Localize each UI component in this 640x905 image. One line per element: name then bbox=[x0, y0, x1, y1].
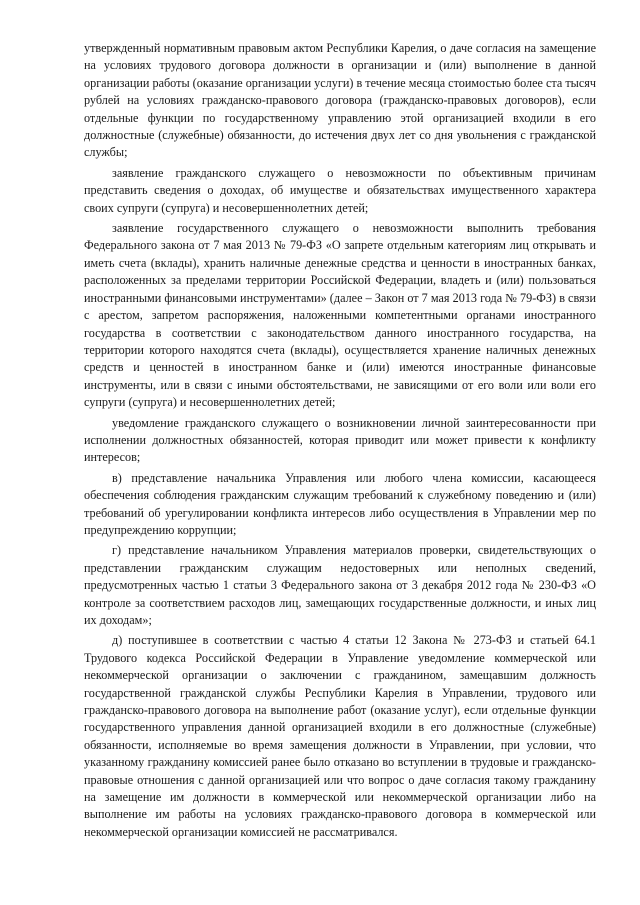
paragraph-item-d: д) поступившее в соответствии с частью 4 статьи 12 Закона № 273-ФЗ и статьей 64.1 Трудового кодекса Российской Федерации в Управление уведомление коммерческой или некоммерческой организации о заключении с гражданином, замещавшим должность государственной гражданской службы Республики Карелия в Управлении, трудового или гражданско-правового договора на выполнение работ (оказание услуг), если отдельные функции государственного управления данной организацией входили в его должностные (служебные) обязанности, исполняемые во время замещения должности в Управлении, при условии, что указанному гражданину комиссией ранее было отказано во вступлении в трудовые и гражданско-правовые отношения с данной организацией или что вопрос о даче согласия такому гражданину на замещение им должности в коммерческой или некоммерческой организации либо на выполнение им работы на условиях гражданско-правового договора в коммерческой или некоммерческой организации комиссией не рассматривался. bbox=[84, 633, 596, 839]
paragraph-continuation: утвержденный нормативным правовым актом Республики Карелия, о даче согласия на замещение на условиях трудового договора должности в организации и (или) выполнение в данной организации работы (оказание организации услуги) в течение месяца стоимостью более ста тысяч рублей на условиях гражданско-правового договора (гражданско-правовых договоров), если отдельные функции по государственному управлению этой организацией входили в его должностные (служебные) обязанности, до истечения двух лет со дня увольнения с гражданской службы; bbox=[84, 41, 596, 160]
paragraph-foreign-accounts: заявление государственного служащего о невозможности выполнить требования Федерального закона от 7 мая 2013 № 79-ФЗ «О запрете отдельным категориям лиц открывать и иметь счета (вклады), хранить наличные денежные средства и ценности в иностранных банках, расположенных за пределами территории Российской Федерации, владеть и (или) пользоваться иностранными финансовыми инструментами» (далее – Закон от 7 мая 2013 года № 79-ФЗ) в связи с арестом, запретом распоряжения, наложенными компетентными органами иностранного государства в соответствии с законодательством данного иностранного государства, на территории которого находятся счета (вклады), осуществляется хранение наличных денежных средств и ценностей в иностранном банке и (или) имеются иностранные финансовые инструменты, или в связи с иными обстоятельствами, не зависящими от его воли или воли его супруги (супруга) и несовершеннолетних детей; bbox=[84, 221, 596, 410]
paragraph-conflict-notice: уведомление гражданского служащего о возникновении личной заинтересованности при исполнении должностных обязанностей, которая приводит или может привести к конфликту интересов; bbox=[84, 415, 596, 465]
paragraph-item-v: в) представление начальника Управления или любого члена комиссии, касающееся обеспечения соблюдения гражданским служащим требований к служебному поведению и (или) требований об урегулировании конфликта интересов либо осуществления в Управлении мер по предупреждению коррупции; bbox=[84, 470, 596, 537]
document-body bbox=[84, 40, 596, 844]
paragraph-income-statement: заявление гражданского служащего о невозможности по объективным причинам представить сведения о доходах, об имуществе и обязательствах имущественного характера своих супруги (супруга) и несовершеннолетних детей; bbox=[84, 165, 596, 215]
paragraph-item-g: г) представление начальником Управления материалов проверки, свидетельствующих о представлении гражданским служащим недостоверных или неполных сведений, предусмотренных частью 1 статьи 3 Федерального закона от 3 декабря 2012 года № 230-ФЗ «О контроле за соответствием расходов лиц, замещающих государственные должности, и иных лиц их доходам»; bbox=[84, 543, 596, 627]
